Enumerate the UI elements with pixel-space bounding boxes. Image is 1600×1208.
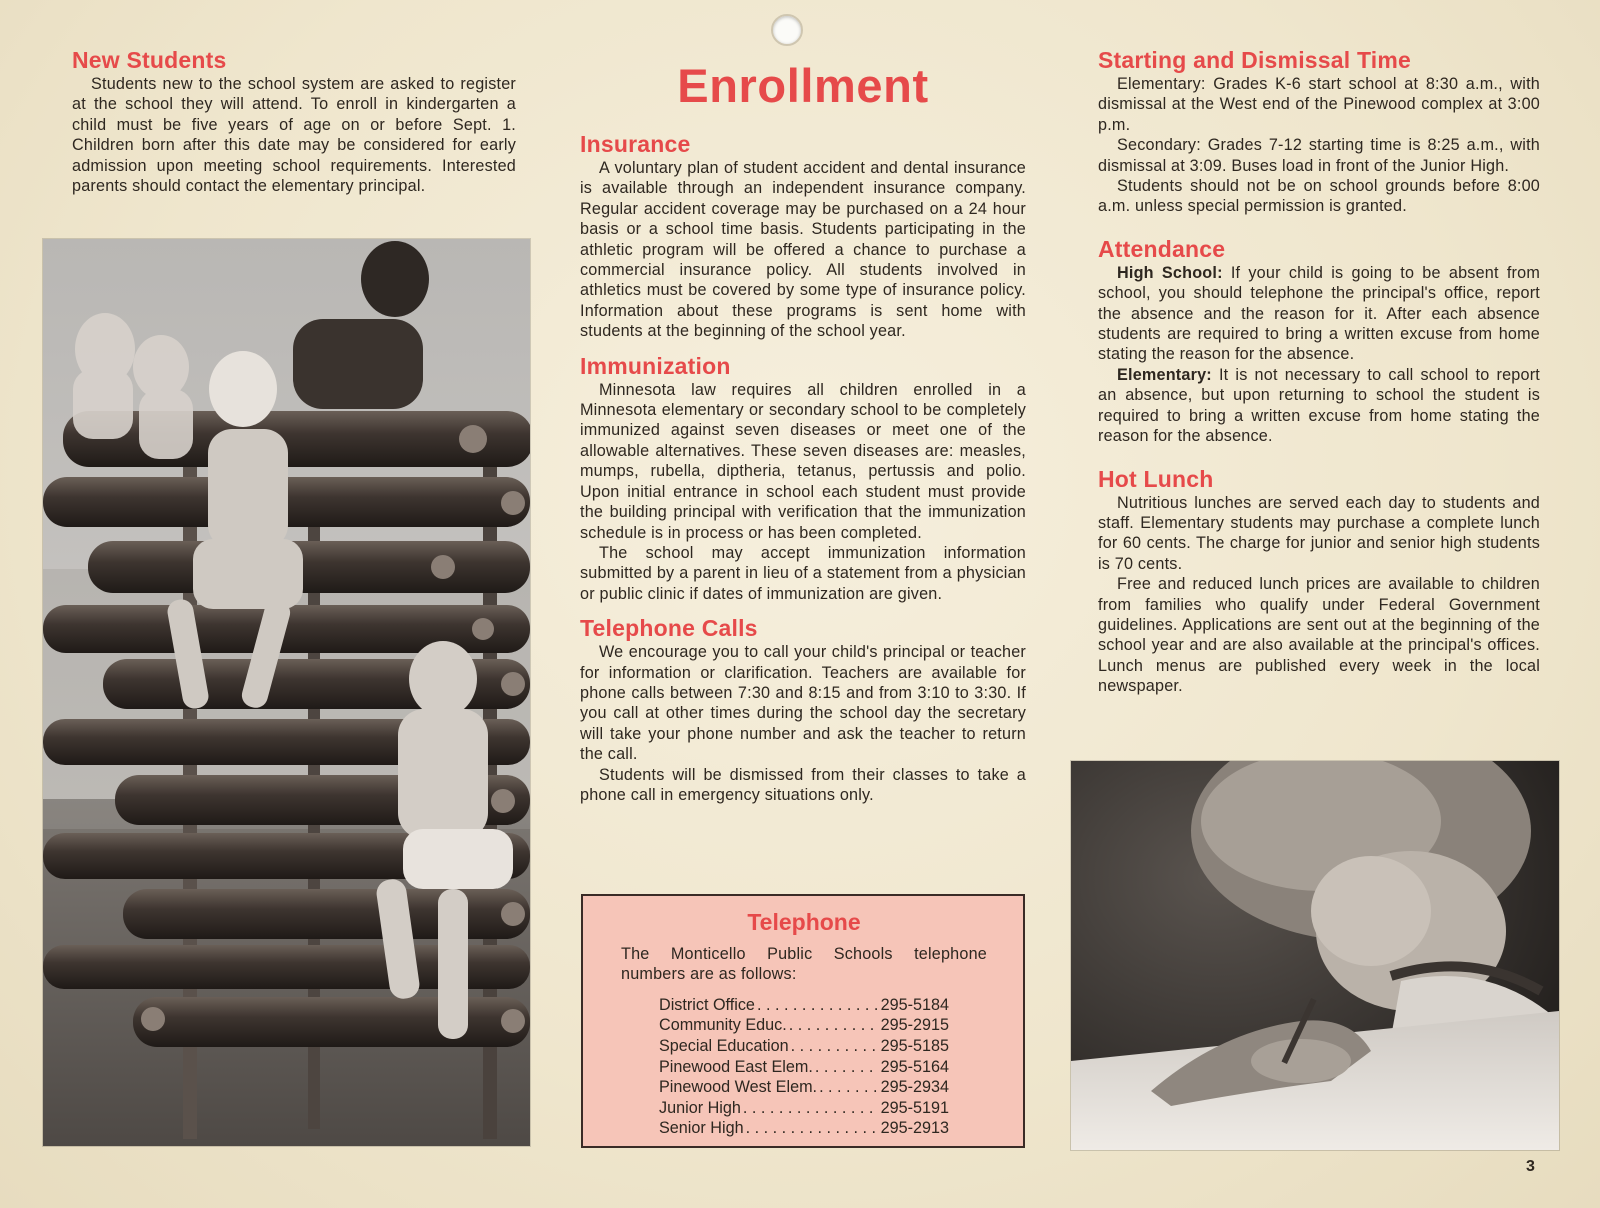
phone-entry-name: Community Educ. [659, 1016, 787, 1035]
starting-text-3: Students should not be on school grounds before 8:00 a.m. unless special permission is granted. [1098, 177, 1540, 216]
phone-entry-number: 295-5184 [880, 995, 949, 1014]
telephone-box [581, 894, 1025, 1148]
heading-telephone: Telephone [747, 909, 861, 935]
high-school-label: High School: [1117, 263, 1223, 282]
binder-hole [771, 14, 803, 46]
phone-entry [659, 1118, 949, 1139]
immunization-text-1: Minnesota law requires all children enrolled in a Minnesota elementary or secondary school to be completely immunized against seven diseases or meet one of the allowable alternatives. These seven diseases are: measles, mumps, rubella, diptheria, tetanus, pertussis and polio. Upon initial entrance in school each student must provide the building principal with verification that the immunization schedule is in process or has been completed. [580, 380, 1026, 542]
phone-entry [659, 1015, 949, 1036]
photo-boy-writing [1071, 761, 1559, 1150]
leader-dots [791, 1036, 879, 1057]
section-starting-dismissal [1098, 46, 1540, 217]
right-column [1098, 46, 1540, 715]
page-number: 3 [1526, 1158, 1535, 1175]
phone-entry-number: 295-2934 [880, 1078, 949, 1097]
hot-lunch-text-1: Nutritious lunches are served each day to students and staff. Elementary students may purchase a complete lunch for 60 cents. The charge for junior and senior high students is 70 cents. [1098, 493, 1540, 573]
starting-text-2: Secondary: Grades 7-12 starting time is 8:25 a.m., with dismissal at 3:09. Buses load in front of the Junior High. [1098, 136, 1540, 175]
heading-hot-lunch: Hot Lunch [1098, 465, 1214, 492]
leader-dots [746, 1118, 879, 1139]
heading-immunization: Immunization [580, 352, 731, 379]
new-students-text: Students new to the school system are asked to register at the school they will attend. To enroll in kindergarten a child must be five years of age on or before Sept. 1. Children born after this date may be considered for early admission upon meeting school requirements. Interested parents should contact the elementary principal. [72, 75, 516, 196]
leader-dots [815, 1057, 879, 1078]
phone-entry-number: 295-2913 [880, 1119, 949, 1138]
phone-entry-number: 295-2915 [880, 1016, 949, 1035]
phone-entry-name: Special Education [659, 1037, 789, 1055]
heading-telephone-calls: Telephone Calls [580, 615, 758, 642]
starting-text-1: Elementary: Grades K-6 start school at 8:30 a.m., with dismissal at the West end of the Pinewood complex at 3:00 p.m. [1098, 75, 1540, 134]
telephone-calls-text-1: We encourage you to call your child's principal or teacher for information or clarification. Teachers are available for phone calls between 7:30 and 8:15 and from 3:10 to 3:30. If you call at other times during the school day the secretary will take your phone number and ask the teacher to return the call. [580, 643, 1026, 764]
elementary-text: It is not necessary to call school to report an absence, but upon returning to school the student is required to bring a written excuse from home stating the reason for the absence. [1098, 365, 1540, 446]
high-school-text: If your child is going to be absent from school, you should telephone the principal's office, report the absence and the reason for it. After each absence students are required to bring a written excuse from home stating the reason for the absence. [1098, 263, 1540, 364]
phone-entry [659, 995, 949, 1016]
phone-entry-name: Pinewood East Elem. [659, 1057, 813, 1076]
heading-starting-dismissal: Starting and Dismissal Time [1098, 47, 1412, 73]
phone-entry-name: District Office [659, 995, 755, 1014]
middle-column [580, 60, 1026, 815]
phone-entry-name: Pinewood West Elem. [659, 1078, 818, 1097]
section-attendance [1098, 235, 1540, 447]
attendance-elementary [1098, 365, 1540, 447]
hot-lunch-text-2: Free and reduced lunch prices are available to children from families who qualify under Federal Government guidelines. Applications are sent out at the beginning of the school year and are also available at the principal's offices. Lunch menus are published every week in the local newspaper. [1098, 575, 1540, 696]
section-immunization [580, 352, 1026, 604]
phone-entry-name: Senior High [659, 1119, 744, 1138]
telephone-intro: The Monticello Public Schools telephone numbers are as follows: [621, 945, 987, 984]
immunization-text-2: The school may accept immunization information submitted by a parent in lieu of a statement from a physician or public clinic if dates of immunization are given. [580, 543, 1026, 603]
phone-entry-number: 295-5185 [880, 1037, 949, 1055]
insurance-text: A voluntary plan of student accident and dental insurance is available through an independent insurance company. Regular accident coverage may be purchased on a 24 hour basis or a school time basis. Students participating in the athletic program will be offered a chance to purchase a commercial insurance policy. All students involved in athletics must be covered by some type of insurance policy. Information about these programs is sent home with students at the beginning of the school year. [580, 159, 1026, 341]
phone-entry-name: Junior High [659, 1098, 741, 1117]
photo-children-climbing [43, 239, 530, 1146]
phone-entry [659, 1077, 949, 1098]
leader-dots [789, 1015, 879, 1036]
attendance-high-school [1098, 263, 1540, 365]
phone-list [621, 995, 987, 1139]
phone-entry [659, 1098, 949, 1119]
elementary-label: Elementary: [1117, 365, 1212, 384]
section-new-students [72, 46, 516, 196]
leader-dots [757, 995, 879, 1016]
heading-insurance: Insurance [580, 131, 691, 157]
leader-dots [819, 1077, 879, 1098]
phone-entry-number: 295-5164 [880, 1057, 949, 1076]
heading-new-students: New Students [72, 47, 227, 73]
section-hot-lunch [1098, 465, 1540, 697]
phone-entry [659, 1036, 949, 1057]
phone-entry [659, 1057, 949, 1078]
phone-entry-number: 295-5191 [880, 1098, 949, 1117]
heading-attendance: Attendance [1098, 235, 1226, 262]
page-title: Enrollment [677, 59, 929, 112]
section-insurance [580, 130, 1026, 342]
section-telephone-calls [580, 614, 1026, 805]
left-column [72, 46, 516, 210]
telephone-calls-text-2: Students will be dismissed from their classes to take a phone call in emergency situations only. [580, 765, 1026, 804]
leader-dots [743, 1098, 879, 1119]
